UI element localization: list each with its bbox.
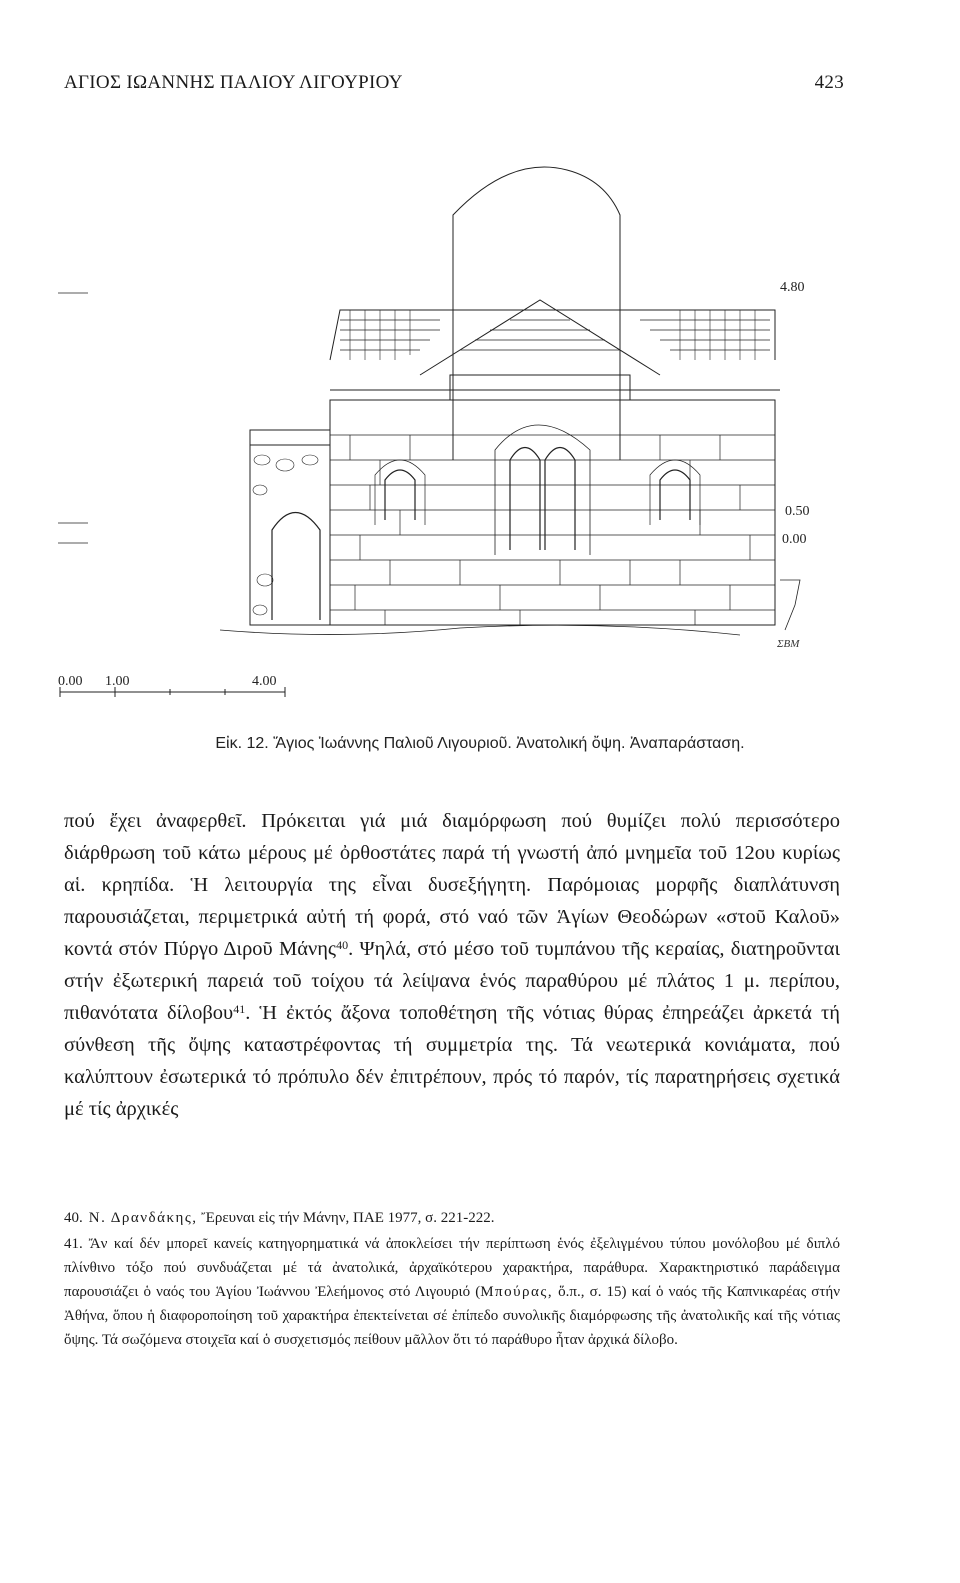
body-text-part-a: πού ἔχει ἀναφερθεῖ. Πρόκειται γιά μιά διαμόρφωση πού θυμίζει πολύ περισσότερο διάρθρωση τοῦ κάτω μέρους μέ ὀρθοστάτες παρά τή γνωστή ἀπό μνημεῖα τοῦ 12ου κυρίως αἱ. κρηπίδα. Ἡ λειτουργία της εἶναι δυσεξήγητη. Παρόμοιας μορφῆς διαπλάτυνση παρουσιάζεται, περιμετρικά αὐτή τή φορά, στό ναό τῶν Ἁγίων Θεοδώρων «στοῦ Καλοῦ» κοντά στόν Πύργο Διροῦ Μάνης: [64, 810, 840, 960]
footnote-41-number: 41.: [64, 1236, 83, 1252]
apse-windows: [375, 425, 700, 555]
running-head: [64, 72, 844, 102]
level-top-label: 4.80: [780, 280, 805, 295]
south-door: [272, 513, 320, 621]
level-base-label: 0.00: [782, 532, 807, 547]
footnote-40-number: 40.: [64, 1210, 83, 1226]
footnote-ref-40: 40: [336, 938, 349, 952]
dome-outline: [453, 167, 620, 460]
scale-end-label: 4.00: [252, 674, 277, 689]
ground-line: [220, 625, 740, 635]
footnote-ref-41: 41: [233, 1002, 246, 1016]
body-paragraph: [64, 805, 840, 1125]
elevation-drawing: [40, 160, 920, 720]
upper-roof: [330, 310, 775, 360]
figure-caption: Εἰκ. 12. Ἅγιος Ἰωάννης Παλιοῦ Λιγουριοῦ. Ἀνατολική ὄψη. Ἀναπαράσταση.: [215, 735, 745, 752]
footnote-41: [64, 1232, 840, 1352]
footnote-40-text: Ἔρευναι εἰς τήν Μάνην, ΠΑΕ 1977, σ. 221-222.: [201, 1210, 495, 1226]
running-title: ΑΓΙΟΣ ΙΩΑΝΝΗΣ ΠΑΛΙΟΥ ΛΙΓΟΥΡΙΟΥ: [64, 72, 403, 93]
body-text-part-c: . Ἡ ἐκτός ἄξονα τοποθέτηση τῆς νότιας θύρας ἐπηρεάζει ἀρκετά τή σύνθεση τῆς ὄψης καταστρέφοντας τή συμμετρία της. Τά νεωτερικά κονιάματα, πού καλύπτουν ἐσωτερικά τό πρόπυλο δέν ἐπιτρέπουν, πρός τό παρόν, τίς παρατηρήσεις σχετικά μέ τίς ἀρχικές: [64, 1002, 840, 1120]
elevation-svg: [40, 160, 920, 720]
central-gable: [420, 300, 660, 375]
body-text-part-b: . Ψηλά, στό μέσο τοῦ τυμπάνου τῆς κεραίας, διατηροῦνται στήν ἐξωτερική παρειά τοῦ τοίχου τά λείψανα ἑνός παραθύρου μέ πλάτος 1 μ. περίπου, πιθανότατα δίλοβου: [64, 938, 841, 1024]
footnote-40-author: Ν. Δρανδάκης,: [88, 1210, 198, 1226]
scale-start-label: 0.00: [58, 674, 83, 689]
scale-first-label: 1.00: [105, 674, 130, 689]
page-number: 423: [814, 72, 844, 93]
footnotes: [64, 1206, 840, 1354]
footnote-41-text-a: Ἄν καί δέν μπορεῖ κανείς κατηγορηματικά νά ἀποκλείσει τήν περίπτωση ἑνός ἐξελιγμένου τύπου μονόλοβου μέ διπλό πλίνθινο τόξο πού συνδυάζεται μέ τά ἀνατολικά, ἀρχαϊκότερου χαρακτήρα, παράθυρα. Χαρακτηριστικό παράδειγμα παρουσιάζει ὁ ναός του Ἁγίου Ἰωάννου Ἐλεήμονος στό Λιγουριό (: [64, 1236, 840, 1300]
footnote-41-author: Μπούρας,: [480, 1284, 554, 1300]
artist-signature: ΣΒΜ: [777, 638, 800, 650]
footnote-41-text-b: ὅ.π., σ. 15) καί ὁ ναός τῆς Καπνικαρέας στήν Ἀθήνα, ὅπου ἡ διαφοροποίηση τοῦ χαρακτήρα ἐπεκτείνεται σέ ἐπίπεδο συνολικῆς διαμόρφωσης τῆς ἀνατολικῆς καί τῆς νότιας ὄψης. Τά σωζόμενα στοιχεῖα καί ὁ συσχετισμός πείθουν μᾶλλον ὅτι τό παράθυρο ἦταν ἀρχικά δίλοβο.: [64, 1284, 840, 1348]
east-wall: [330, 400, 775, 625]
footnote-40: [64, 1206, 840, 1230]
body-text: [64, 805, 840, 1125]
level-mid-label: 0.50: [785, 504, 810, 519]
